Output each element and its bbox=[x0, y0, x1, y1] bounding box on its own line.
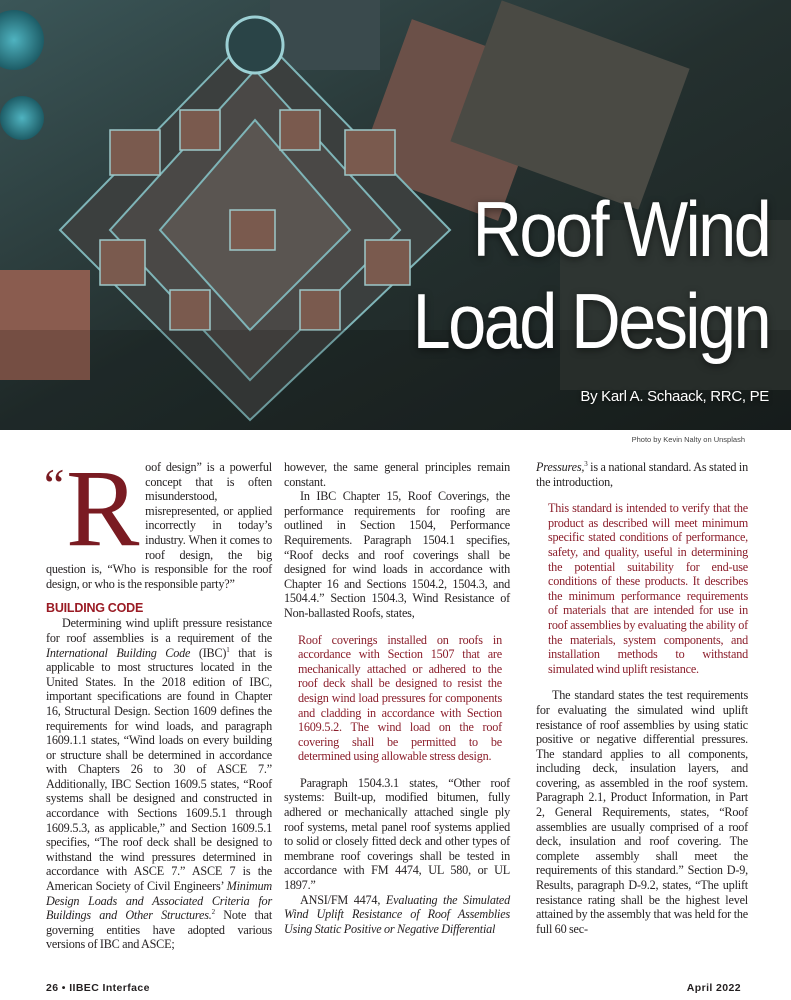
article-title-line-2: Load Design bbox=[412, 277, 769, 365]
text: ANSI/FM 4474, bbox=[300, 892, 386, 907]
footnote-ref: 3 bbox=[584, 459, 588, 468]
text-italic: Minimum Design Loads and Associated Criteria for Buildings and Other Structures. bbox=[46, 879, 272, 923]
author-byline: By Karl A. Schaack, RRC, PE bbox=[580, 388, 769, 405]
text-italic: Evaluating the Simulated Wind Uplift Resistance of Roof Assemblies Using Static Positive or Negative Differential bbox=[284, 892, 510, 936]
lead-text: oof design” is a powerful concept that is often misunderstood, misrepresented, or applied incorrectly in today’s industry. When it comes to roof design, the big question is, “Who is responsible for the roof design, or who is the responsible party?” bbox=[46, 460, 272, 591]
text: that is applicable to most structures located in the United States. In the 2018 edition of IBC, important specifications are found in Chapter 16, Structural Design. Section 1609 defines the requirements for wind loads, and paragraph 1609.1.1 states, “Wind loads on every building or structure shall be determined in accordance with Chapters 26 to 30 of ASCE 7.” Additionally, IBC Section 1609.5 states, “Roof systems shall be designed and constructed in accordance with Sections 1609.5.1 through 1609.5.3, as applicable,” and Section 1609.5.1 specifies, “The roof deck shall be designed to withstand the wind pressures determined in accordance with ASCE 7.” ASCE 7 is the American Society of Civil Engineers’ bbox=[46, 645, 272, 894]
photo-credit: Photo by Kevin Nalty on Unsplash bbox=[631, 435, 745, 444]
block-quote: Roof coverings installed on roofs in accordance with Section 1507 that are mechanically attached or adhered to the roof deck shall be designed to resist the design wind load pressures for components and cladding in accordance with Section 1609.5.2. The wind load on the roof covering shall be permitted to be determined using allowable stress design. bbox=[298, 632, 502, 764]
drop-quote-mark: “ bbox=[44, 459, 65, 510]
drop-cap bbox=[44, 447, 140, 569]
article-title-line-1: Roof Wind bbox=[472, 185, 769, 273]
issue-date: April 2022 bbox=[686, 982, 741, 994]
block-quote: This standard is intended to verify that the product as described will meet minimum specific stated conditions of performance, safety, and quality, useful in determining the potential suitability for end-use conditions of these products. It describes the minimum performance requirements of materials that are intended for use in roof assemblies by evaluating the ability of the materials, system components, and installation methods to withstand simulated wind uplift resistance. bbox=[548, 501, 748, 676]
column-1 bbox=[44, 447, 273, 952]
text: Note that governing entities have adopted various versions of IBC and ASCE; bbox=[46, 908, 273, 952]
body-paragraph: In IBC Chapter 15, Roof Coverings, the performance requirements for roofing are outlined in Section 1504, Performance Requirements. Paragraph 1504.1 specifies, “Roof decks and roof coverings shall be designed for wind loads in accordance with Chapter 16 and Sections 1504.2, 1504.3, and 1504.4.” Section 1504.3, Wind Resistance of Non-ballasted Roofs, states, bbox=[284, 489, 510, 620]
body-paragraph bbox=[536, 460, 748, 489]
body-paragraph: The standard states the test requirements for evaluating the simulated wind uplift resistance of roof assemblies by using static positive or negative differential pressures. The standard applies to all components, including deck, insulation layers, and covering, as assembled in the roof system. Paragraph 2.1, Product Information, in Part 2, General Requirements, states, “Roof assemblies are usually comprised of a roof deck, insulation and roof covering. The complete assembly shall meet the requirements of this standard.” Section D-9, Results, paragraph D-9.2, states, “The uplift resistance rating shall be the highest level attained by the assembly that was held for the full 60 sec- bbox=[536, 688, 748, 936]
text-italic: Pressures, bbox=[536, 460, 585, 474]
drop-cap-letter: R bbox=[66, 447, 140, 569]
column-2 bbox=[284, 460, 510, 936]
text: is a national standard. As stated in the introduction, bbox=[536, 460, 748, 489]
body-paragraph: however, the same general principles remain constant. bbox=[284, 460, 510, 489]
footnote-ref: 2 bbox=[211, 908, 215, 917]
body-paragraph bbox=[46, 616, 272, 952]
footnote-ref: 1 bbox=[226, 645, 230, 654]
text: Determining wind uplift pressure resistance for roof assemblies is a requirement of the bbox=[46, 616, 272, 645]
text: (IBC) bbox=[190, 645, 227, 660]
hero-photo bbox=[0, 0, 791, 430]
lead-paragraph bbox=[44, 447, 272, 591]
page-number-publication: 26 • IIBEC Interface bbox=[46, 982, 150, 994]
body-paragraph bbox=[284, 893, 510, 937]
text-italic: International Building Code bbox=[46, 645, 191, 660]
body-paragraph: Paragraph 1504.3.1 states, “Other roof systems: Built-up, modified bitumen, fully adhered or mechanically attached single ply roof systems, metal panel roof systems applied to solid or closely fitted deck and other types of membrane roof coverings shall be tested in accordance with FM 4474, UL 580, or UL 1897.” bbox=[284, 775, 510, 893]
section-heading: BUILDING CODE bbox=[46, 601, 144, 616]
column-3 bbox=[536, 460, 748, 936]
